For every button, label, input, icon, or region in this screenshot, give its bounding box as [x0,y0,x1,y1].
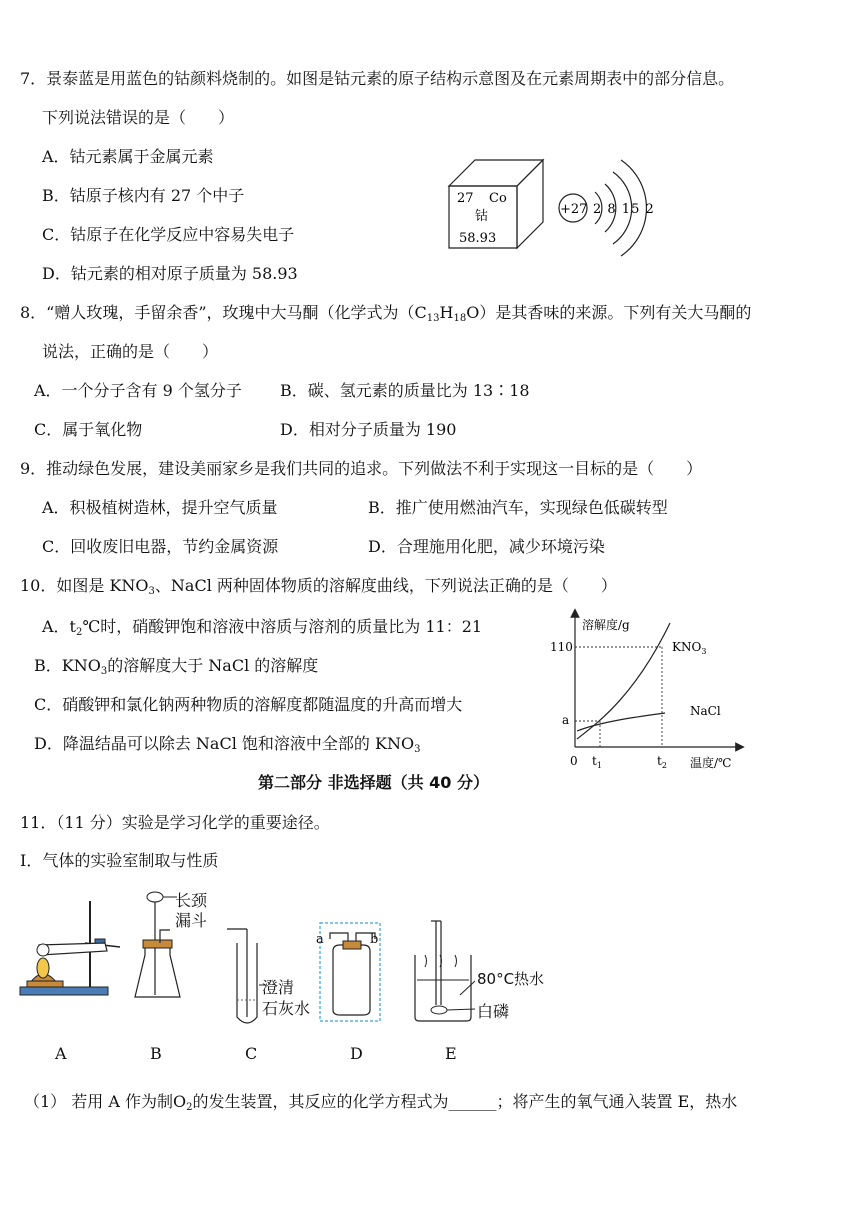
label-limewater-1: 澄清 [262,978,295,997]
periodic-table-card [447,156,547,252]
q8-stem-2: 说法，正确的是（ ） [42,342,219,361]
q9-option-b: B．推广使用燃油汽车，实现绿色低碳转型 [368,498,668,517]
element-mass: 58.93 [459,231,497,246]
q10-option-c: C．硝酸钾和氯化钠两种物质的溶解度都随温度的升高而增大 [34,695,463,714]
apparatus-label-e: E [445,1044,457,1063]
x-axis-label: 温度/℃ [690,756,732,770]
apparatus-b [135,892,180,997]
q7-stem: 7．景泰蓝是用蓝色的钴颜料烧制的。如图是钴元素的原子结构示意图及在元素周期表中的部分信息。 [20,69,735,88]
apparatus-label-d: D [350,1044,363,1063]
label-port-b: b [370,932,379,947]
label-port-a: a [316,932,324,947]
label-white-phosphorus: 白磷 [477,1002,510,1021]
apparatus-label-a: A [55,1044,67,1063]
y-tick-a: a [562,713,570,727]
element-number: 27 [457,191,474,206]
q9-option-d: D．合理施用化肥，减少环境污染 [368,537,605,556]
x-tick-t1: $t_1$ [592,754,602,770]
label-hot-water: 80°C热水 [477,970,545,988]
element-symbol: Co [489,191,507,206]
kno3-curve [577,623,670,739]
apparatus-e [415,921,475,1021]
q9-option-a: A．积极植树造林，提升空气质量 [42,498,278,517]
apparatus-c [227,929,267,1023]
q11-part1: I．气体的实验室制取与性质 [20,851,219,870]
nucleus-charge: +27 [560,202,588,217]
y-tick-110: 110 [550,640,573,654]
element-name: 钴 [475,209,489,224]
nacl-label: NaCl [690,704,721,718]
q10-option-d: D．降温结晶可以除去 NaCl 饱和溶液中全部的 $KNO_3$ [34,734,421,755]
q8-option-d: D．相对分子质量为 190 [280,420,457,439]
q11-subquestion-1: （1） 若用 A 作为制$O_2$的发生装置，其反应的化学方程式为______；将产生的氧气通入装置 E，热水 [24,1092,738,1113]
q7-option-b: B．钴原子核内有 27 个中子 [42,186,245,205]
y-axis-label: 溶解度/g [582,618,630,632]
x-tick-t2: $t_2$ [657,754,667,770]
answer-blank: ______ [448,1092,497,1111]
label-funnel-1: 长颈 [175,891,208,910]
q10-stem: 10．如图是 $KNO_3$、NaCl 两种固体物质的溶解度曲线，下列说法正确的是（ ） [20,576,617,597]
q8-option-b: B．碳、氢元素的质量比为 13∶18 [280,381,530,400]
q8-stem: 8．“赠人玫瑰，手留余香”，玫瑰中大马酮（化学式为$(C_{13}H_{18}O)$是其香味的来源。下列有关大马酮的 [20,303,752,324]
electron-shells: 2 8 15 2 [593,202,655,217]
apparatus-label-c: C [245,1044,258,1063]
label-limewater-2: 石灰水 [262,999,311,1018]
q8-option-c: C．属于氧化物 [34,420,143,439]
apparatus-a [20,901,120,995]
q10-option-a: A．$t_2℃$时，硝酸钾饱和溶液中溶质与溶剂的质量比为 11：21 [42,617,483,638]
x-tick-0: 0 [570,754,578,768]
q10-option-b: B．$KNO_3$的溶解度大于 NaCl 的溶解度 [34,656,319,677]
q8-option-a: A．一个分子含有 9 个氢分子 [34,381,242,400]
kno3-label: $KNO_3$ [672,640,707,656]
solubility-chart [540,605,750,775]
apparatus-label-b: B [150,1044,162,1063]
q7-stem-2: 下列说法错误的是（ ） [42,108,235,127]
q9-option-c: C．回收废旧电器，节约金属资源 [42,537,279,556]
label-funnel-2: 漏斗 [175,911,208,930]
q9-stem: 9．推动绿色发展，建设美丽家乡是我们共同的追求。下列做法不利于实现这一目标的是（ ） [20,459,703,478]
q7-option-d: D．钴元素的相对原子质量为 58.93 [42,264,298,283]
q11-stem: 11．（11 分）实验是学习化学的重要途径。 [20,813,330,832]
section-title: 第二部分 非选择题（共 40 分） [258,773,489,792]
q7-option-a: A．钴元素属于金属元素 [42,147,214,166]
atom-structure-diagram [555,150,655,270]
q7-option-c: C．钴原子在化学反应中容易失电子 [42,225,295,244]
